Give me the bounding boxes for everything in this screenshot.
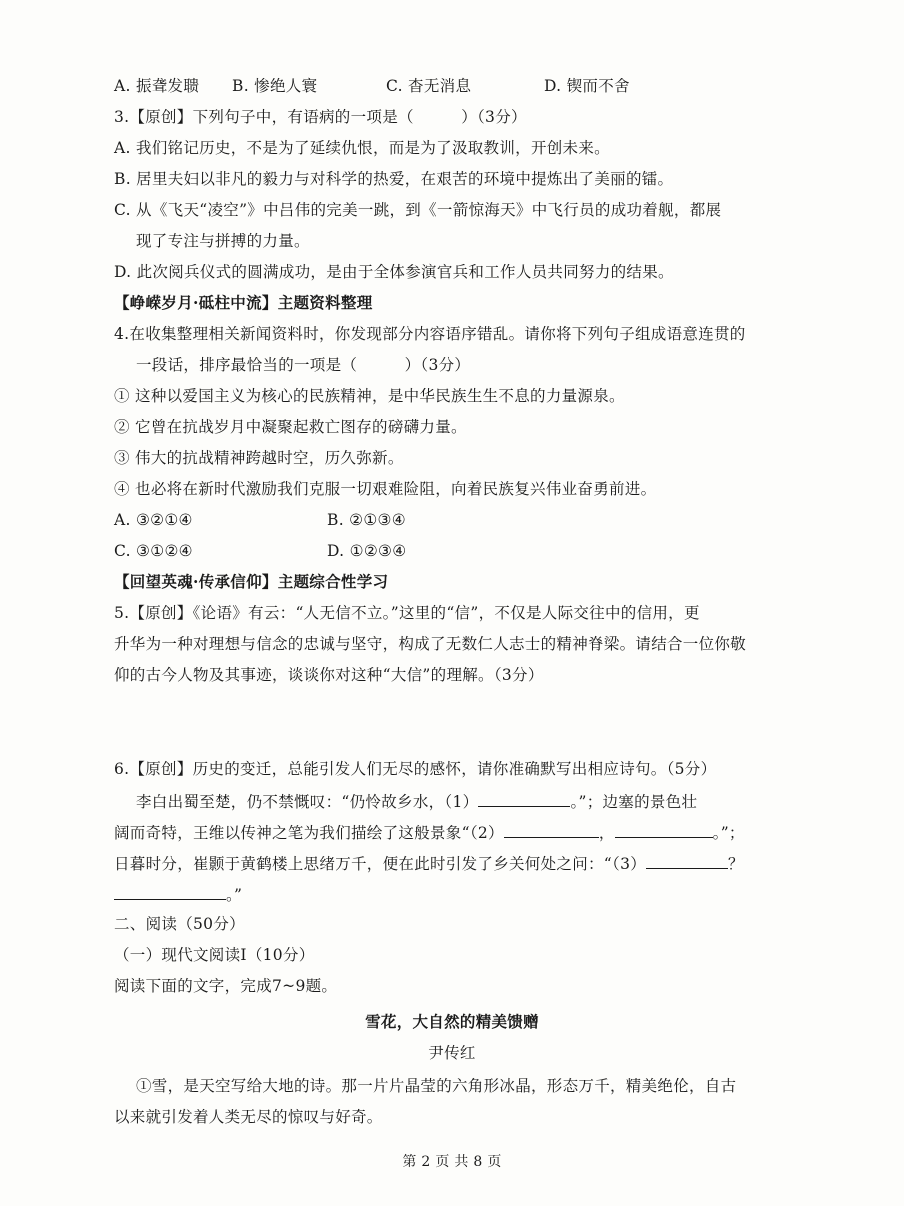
q2-option-a: A. 振聋发聩 xyxy=(114,77,200,95)
q5-line3: 仰的古今人物及其事迹，谈谈你对这种“大信”的理解。（3分） xyxy=(114,666,544,684)
q5-line2: 升华为一种对理想与信念的忠诚与坚守，构成了无数仁人志士的精神脊梁。请结合一位你敬 xyxy=(114,635,747,653)
q6-line3-text-b: ？ xyxy=(728,855,744,873)
q3-option-a: A. 我们铭记历史，不是为了延续仇恨，而是为了汲取教训，开创未来。 xyxy=(114,139,610,157)
q4-option-a: A. ③②①④ xyxy=(114,511,193,529)
q3-option-d: D. 此次阅兵仪式的圆满成功，是由于全体参演官兵和工作人员共同努力的结果。 xyxy=(114,263,674,281)
q2-option-c: C. 杳无消息 xyxy=(386,77,472,95)
q4-option-b: B. ②①③④ xyxy=(327,511,406,529)
q4-option-c: C. ③①②④ xyxy=(114,542,193,560)
q4-sentence-3: ③ 伟大的抗战精神跨越时空，历久弥新。 xyxy=(114,449,404,467)
q6-line4-text: 。” xyxy=(226,886,243,904)
q4-option-d: D. ①②③④ xyxy=(327,542,407,560)
q6-line1-text-b: 。”；边塞的景色壮 xyxy=(570,793,698,811)
q6-stem: 6.【原创】历史的变迁，总能引发人们无尽的感怀，请你准确默写出相应诗句。（5分） xyxy=(114,760,717,778)
q6-blank-2b[interactable] xyxy=(615,819,713,838)
q4-stem-line2: 一段话，排序最恰当的一项是（ ）（3分） xyxy=(136,356,471,374)
reading-instruction: 阅读下面的文字，完成7~9题。 xyxy=(114,977,338,995)
part-two-heading: 二、阅读（50分） xyxy=(114,915,245,933)
article-author: 尹传红 xyxy=(428,1044,476,1062)
section-heading-1: 【峥嵘岁月·砥柱中流】主题资料整理 xyxy=(114,293,373,312)
q6-line1-text-a: 李白出蜀至楚，仍不禁慨叹：“仍怜故乡水，（1） xyxy=(136,793,479,811)
q6-blank-1[interactable] xyxy=(478,788,570,807)
q2-option-d: D. 锲而不舍 xyxy=(544,77,630,95)
q3-option-c-line1: C. 从《飞天“凌空”》中吕伟的完美一跳，到《一箭惊海天》中飞行员的成功着舰，都展 xyxy=(114,201,722,219)
q3-stem: 3.【原创】下列句子中，有语病的一项是（ ）（3分） xyxy=(114,108,527,126)
q6-blank-2a[interactable] xyxy=(504,819,599,838)
q6-line3 xyxy=(114,850,744,876)
q6-line2-text-a: 阔而奇特，王维以传神之笔为我们描绘了这般景象“（2） xyxy=(114,824,504,842)
q2-option-b: B. 惨绝人寰 xyxy=(232,77,318,95)
q6-line2-text-b: ， xyxy=(598,824,615,842)
page-footer: 第 2 页 共 8 页 xyxy=(402,1154,502,1170)
q4-sentence-2: ② 它曾在抗战岁月中凝聚起救亡图存的磅礴力量。 xyxy=(114,418,467,436)
q6-line2 xyxy=(114,819,745,845)
q4-stem-line1: 4.在收集整理相关新闻资料时，你发现部分内容语序错乱。请你将下列句子组成语意连贯的 xyxy=(114,325,746,343)
q6-blank-3-continued[interactable] xyxy=(114,881,226,900)
q6-line2-text-c: 。”； xyxy=(712,824,745,842)
article-paragraph-1-line1: ①雪，是天空写给大地的诗。那一片片晶莹的六角形冰晶，形态万千，精美绝伦，自古 xyxy=(136,1077,737,1095)
q6-line4 xyxy=(114,881,242,907)
q4-sentence-4: ④ 也必将在新时代激励我们克服一切艰难险阻，向着民族复兴伟业奋勇前进。 xyxy=(114,480,657,498)
q5-line1: 5.【原创】《论语》有云：“人无信不立。”这里的“信”，不仅是人际交往中的信用，更 xyxy=(114,604,700,622)
q3-option-b: B. 居里夫妇以非凡的毅力与对科学的热爱，在艰苦的环境中提炼出了美丽的镭。 xyxy=(114,170,674,188)
q6-blank-3[interactable] xyxy=(646,850,728,869)
section-heading-2: 【回望英魂·传承信仰】主题综合性学习 xyxy=(114,572,389,591)
subsection-heading: （一）现代文阅读Ⅰ（10分） xyxy=(114,946,315,964)
q4-sentence-1: ① 这种以爱国主义为核心的民族精神，是中华民族生生不息的力量源泉。 xyxy=(114,387,625,405)
q6-line1 xyxy=(136,788,697,814)
q3-option-c-line2: 现了专注与拼搏的力量。 xyxy=(136,232,310,250)
q6-line3-text-a: 日暮时分，崔颢于黄鹤楼上思绪万千，便在此时引发了乡关何处之问：“（3） xyxy=(114,855,647,873)
article-title: 雪花，大自然的精美馈赠 xyxy=(365,1012,539,1031)
article-paragraph-1-line2: 以来就引发着人类无尽的惊叹与好奇。 xyxy=(114,1108,383,1126)
